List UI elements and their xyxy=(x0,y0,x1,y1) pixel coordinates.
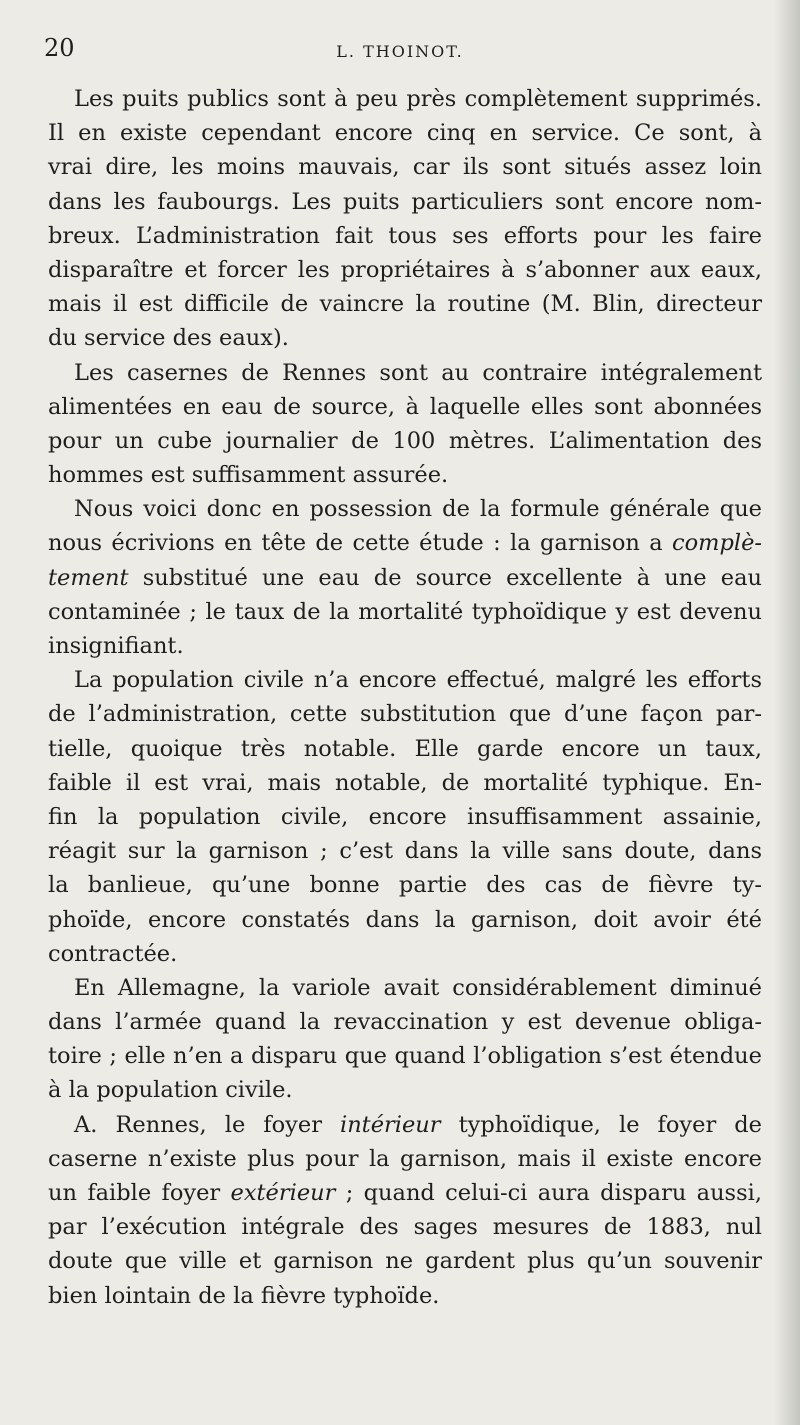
text-line: par l’exécution intégrale des sages mesures de 1883, nul xyxy=(48,1214,762,1241)
paragraph xyxy=(48,1108,762,1313)
text-line: doute que ville et garnison ne gardent plus qu’un souvenir xyxy=(48,1248,762,1275)
text-line: faible il est vrai, mais notable, de mortalité typhique. En- xyxy=(48,769,762,796)
text-line: un faible foyer extérieur ; quand celui-ci aura disparu aussi, xyxy=(48,1180,763,1206)
paragraph xyxy=(48,82,762,356)
text-line: bien lointain de la fièvre typhoïde. xyxy=(48,1282,440,1309)
text-line: mais il est difficile de vaincre la routine (M. Blin, directeur xyxy=(48,291,762,318)
text-line: toire ; elle n’en a disparu que quand l’obligation s’est étendue xyxy=(48,1043,762,1070)
text-line: tement substitué une eau de source excellente à une eau xyxy=(48,564,762,591)
text-line: Les puits publics sont à peu près complètement supprimés. xyxy=(74,86,762,112)
text-line: à la population civile. xyxy=(48,1077,293,1104)
text-line: Les casernes de Rennes sont au contraire intégralement xyxy=(74,359,762,386)
text-line: contractée. xyxy=(48,940,178,967)
paragraph xyxy=(48,971,762,1108)
text-line: dans l’armée quand la revaccination y est devenue obliga- xyxy=(48,1009,762,1036)
text-line: phoïde, encore constatés dans la garnison, doit avoir été xyxy=(48,906,762,933)
text-line: alimentées en eau de source, à laquelle elles sont abonnées xyxy=(48,393,762,420)
text-line: nous écrivions en tête de cette étude : la garnison a complè- xyxy=(48,530,762,557)
page-number: 20 xyxy=(44,34,75,62)
text-line: la banlieue, qu’une bonne partie des cas de fièvre ty- xyxy=(48,872,762,899)
text-line: breux. L’administration fait tous ses efforts pour les faire xyxy=(48,222,762,249)
text-line: En Allemagne, la variole avait considérablement diminué xyxy=(74,974,762,1001)
text-line: contaminée ; le taux de la mortalité typhoïdique y est devenu xyxy=(48,598,762,625)
text-line: dans les faubourgs. Les puits particuliers sont encore nom- xyxy=(48,188,762,215)
text-line: du service des eaux). xyxy=(48,325,289,352)
text-line: pour un cube journalier de 100 mètres. L’alimentation des xyxy=(48,427,762,454)
text-line: Nous voici donc en possession de la formule générale que xyxy=(74,496,762,523)
body-text xyxy=(48,82,762,1313)
text-line: A. Rennes, le foyer intérieur typhoïdique, le foyer de xyxy=(74,1111,762,1138)
text-line: vrai dire, les moins mauvais, car ils sont situés assez loin xyxy=(48,154,762,181)
text-line: tielle, quoique très notable. Elle garde encore un taux, xyxy=(48,735,762,762)
text-line: de l’administration, cette substitution que d’une façon par- xyxy=(48,701,762,728)
running-title: L. THOINOT. xyxy=(336,42,464,61)
paragraph xyxy=(48,492,762,663)
text-line: caserne n’existe plus pour la garnison, mais il existe encore xyxy=(48,1145,762,1172)
text-line: Il en existe cependant encore cinq en service. Ce sont, à xyxy=(48,120,762,147)
text-line: disparaître et forcer les propriétaires à s’abonner aux eaux, xyxy=(48,256,762,283)
text-line: insignifiant. xyxy=(48,633,184,659)
paragraph xyxy=(48,663,762,971)
text-line: hommes est suffisamment assurée. xyxy=(48,462,449,489)
paragraph xyxy=(48,356,762,493)
text-line: réagit sur la garnison ; c’est dans la ville sans doute, dans xyxy=(48,838,762,865)
text-line: fin la population civile, encore insuffisamment assainie, xyxy=(48,803,762,830)
text-line: La population civile n’a encore effectué, malgré les efforts xyxy=(74,667,762,694)
